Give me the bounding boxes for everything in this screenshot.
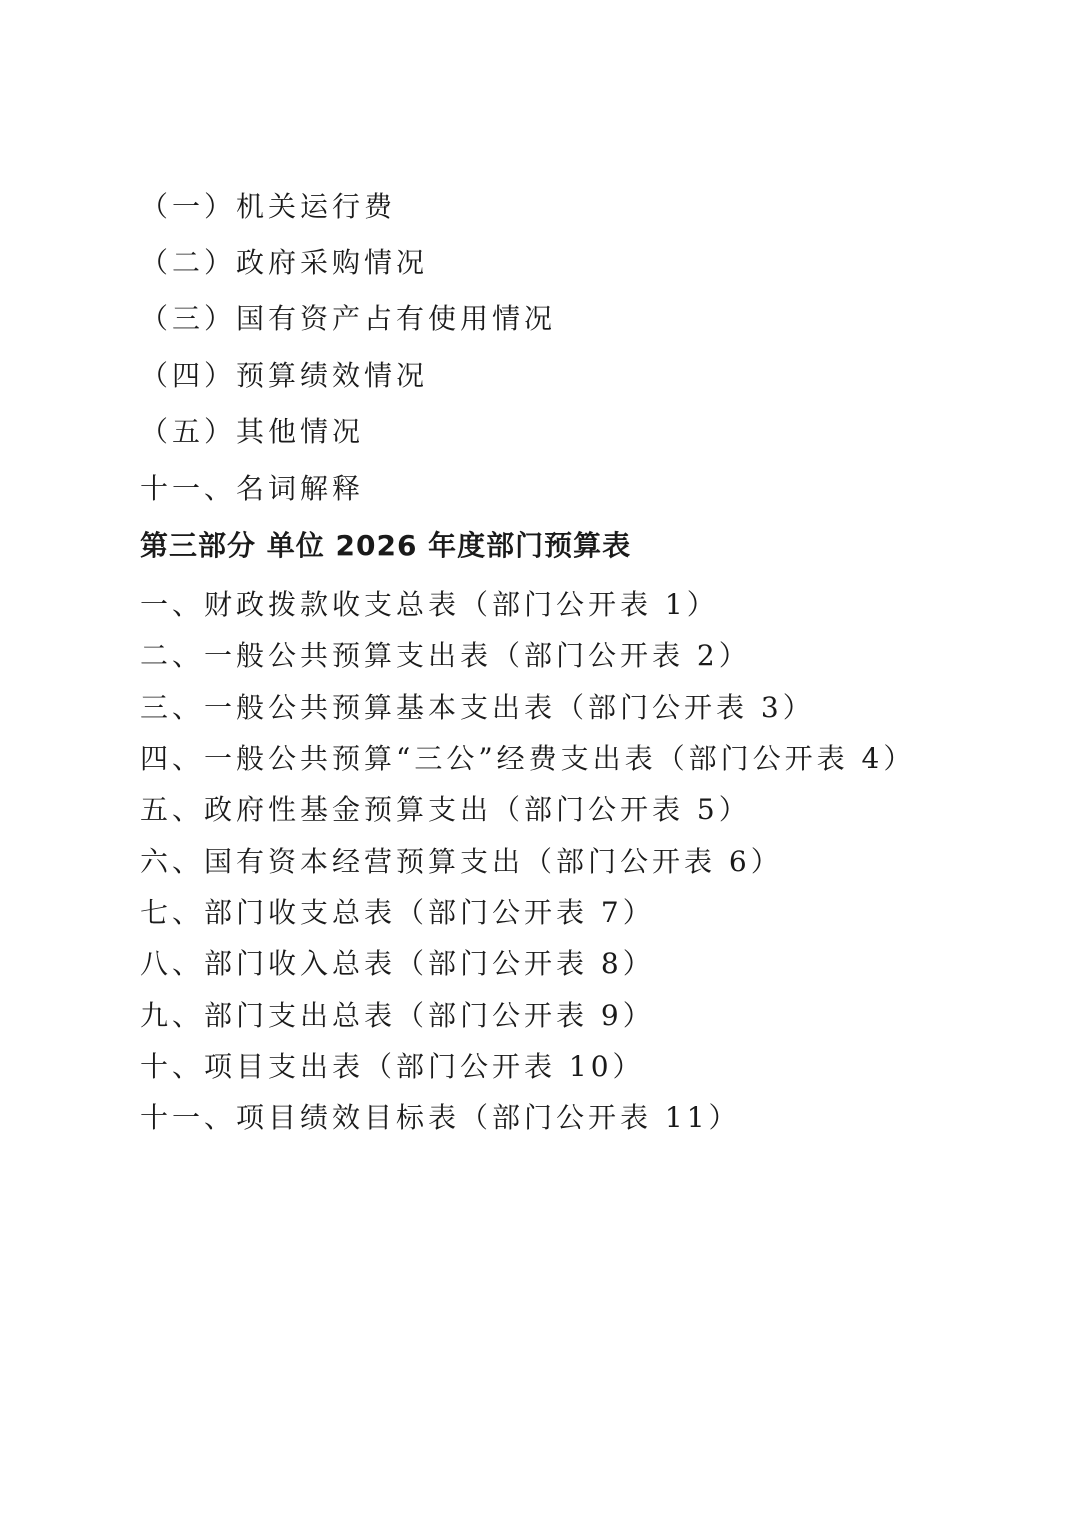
toc-table-11: 十一、项目绩效目标表（部门公开表 11）: [140, 1101, 741, 1134]
toc-item-operating-costs: （一）机关运行费: [140, 190, 397, 223]
toc-table-5: 五、政府性基金预算支出（部门公开表 5）: [140, 793, 751, 826]
toc-item-budget-performance: （四）预算绩效情况: [140, 359, 429, 392]
toc-table-8: 八、部门收入总表（部门公开表 8）: [140, 947, 655, 980]
toc-table-1: 一、财政拨款收支总表（部门公开表 1）: [140, 588, 719, 621]
toc-table-10: 十、项目支出表（部门公开表 10）: [140, 1050, 645, 1083]
toc-table-4: 四、一般公共预算“三公”经费支出表（部门公开表 4）: [140, 742, 916, 775]
toc-table-6: 六、国有资本经营预算支出（部门公开表 6）: [140, 845, 783, 878]
toc-item-state-assets: （三）国有资产占有使用情况: [140, 302, 557, 335]
toc-item-government-procurement: （二）政府采购情况: [140, 246, 429, 279]
toc-table-7: 七、部门收支总表（部门公开表 7）: [140, 896, 655, 929]
toc-table-3: 三、一般公共预算基本支出表（部门公开表 3）: [140, 691, 815, 724]
toc-table-2: 二、一般公共预算支出表（部门公开表 2）: [140, 639, 751, 672]
toc-item-glossary: 十一、名词解释: [140, 472, 365, 505]
part3-heading: 第三部分 单位 2026 年度部门预算表: [140, 529, 632, 562]
toc-table-9: 九、部门支出总表（部门公开表 9）: [140, 999, 655, 1032]
toc-item-other: （五）其他情况: [140, 415, 365, 448]
